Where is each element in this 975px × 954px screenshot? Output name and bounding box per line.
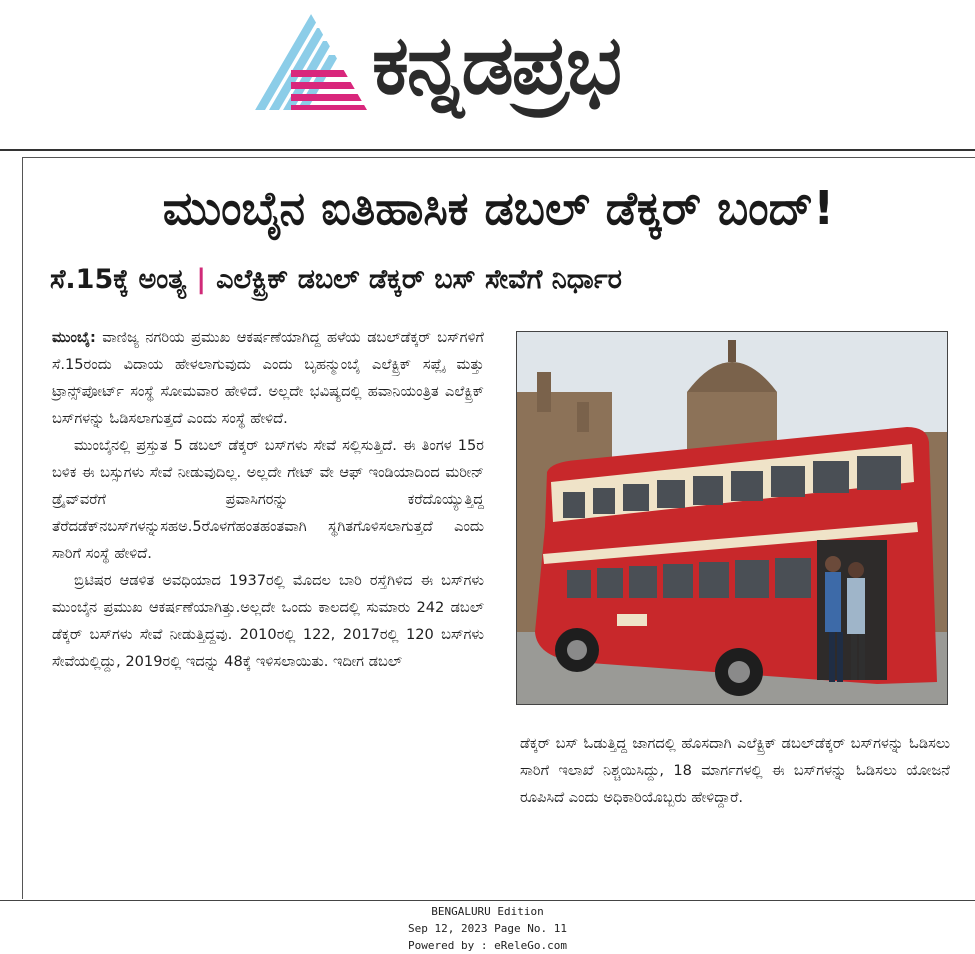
page-footer: [0, 903, 975, 954]
paragraph-2: ಮುಂಬೈನಲ್ಲಿ ಪ್ರಸ್ತುತ 5 ಡಬಲ್ ಡೆಕ್ಕರ್ ಬಸ್‌ಗಳು ಸೇವೆ ಸಲ್ಲಿಸುತ್ತಿದೆ. ಈ ತಿಂಗಳ 15ರ ಬಳಿಕ ಈ ಬಸ್ಸುಗಳು ಸೇವೆ ನೀಡುವುದಿಲ್ಲ. ಅಲ್ಲದೇ ಗೇಟ್ ವೇ ಆಫ್ ಇಂಡಿಯಾದಿಂದ ಮರೀನ್ ಡ್ರೈವ್‌ವರೆಗೆ ಪ್ರವಾಸಿಗರನ್ನು ಕರೆದೊಯ್ಯುತ್ತಿದ್ದ ತೆರೆದಡೆಕ್‌ನಬಸ್‌ಗಳನ್ನುಸಹಅ.5ರೊಳಗೆಹಂತಹಂತವಾಗಿ ಸ್ಥಗಿತಗೊಳಿಸಲಾಗುತ್ತದೆ ಎಂದು ಸಾರಿಗೆ ಸಂಸ್ಥೆ ಹೇಳಿದೆ.: [52, 437, 484, 562]
subhead-left: ಸೆ.15ಕ್ಕೆ ಅಂತ್ಯ: [50, 264, 187, 295]
bus-photo: [516, 331, 948, 705]
paragraph-1: ವಾಣಿಜ್ಯ ನಗರಿಯ ಪ್ರಮುಖ ಆಕರ್ಷಣೆಯಾಗಿದ್ದ ಹಳೆಯ ಡಬಲ್‌ಡೆಕ್ಕರ್ ಬಸ್‌ಗಳಿಗೆ ಸೆ.15ರಂದು ವಿದಾಯ ಹೇಳಲಾಗುವುದು ಎಂದು ಬೃಹನ್ಮುಂಬೈ ಎಲೆಕ್ಟ್ರಿಕ್ ಸಪ್ಲೈ ಮತ್ತು ಟ್ರಾನ್ಸ್‌ಪೋರ್ಟ್ ಸಂಸ್ಥೆ ಸೋಮವಾರ ಹೇಳಿದೆ. ಅಲ್ಲದೇ ಭವಿಷ್ಯದಲ್ಲಿ ಹವಾನಿಯಂತ್ರಿತ ಎಲೆಕ್ಟ್ರಿಕ್ ಬಸ್‌ಗಳನ್ನು ಓಡಿಸಲಾಗುತ್ತದೆ ಎಂದು ಸಂಸ್ಥೆ ಹೇಳಿದೆ.: [52, 329, 484, 427]
masthead-divider: [0, 149, 975, 151]
article-column-left: [52, 324, 484, 675]
date-page-label: Sep 12, 2023 Page No. 11: [408, 922, 567, 935]
subhead-right: ಎಲೆಕ್ಟ್ರಿಕ್ ಡಬಲ್ ಡೆಕ್ಕರ್ ಬಸ್ ಸೇವೆಗೆ ನಿರ್ಧಾರ: [216, 264, 622, 295]
dateline: ಮುಂಬೈ:: [52, 329, 96, 346]
article-column-right: [520, 730, 950, 811]
kannada-prabha-triangle-logo: [255, 14, 367, 112]
double-decker-bus-image: [517, 332, 947, 704]
newspaper-logo-text: ಕನ್ನಡಪ್ರಭ: [372, 18, 620, 113]
subhead-separator: |: [196, 264, 207, 295]
footer-divider: [0, 900, 975, 901]
paragraph-4: ಡೆಕ್ಕರ್ ಬಸ್ ಓಡುತ್ತಿದ್ದ ಜಾಗದಲ್ಲಿ ಹೊಸದಾಗಿ ಎಲೆಕ್ಟ್ರಿಕ್ ಡಬಲ್‌ಡೆಕ್ಕರ್ ಬಸ್‌ಗಳನ್ನು ಓಡಿಸಲು ಸಾರಿಗೆ ಇಲಾಖೆ ನಿಶ್ಚಯಿಸಿದ್ದು, 18 ಮಾರ್ಗಗಳಲ್ಲಿ ಈ ಬಸ್‌ಗಳನ್ನು ಓಡಿಸಲು ಯೋಜನೆ ರೂಪಿಸಿದೆ ಎಂದು ಅಧಿಕಾರಿಯೊಬ್ಬರು ಹೇಳಿದ್ದಾರೆ.: [520, 735, 950, 806]
powered-by-label: Powered by : eReleGo.com: [408, 939, 567, 952]
article-headline: ಮುಂಬೈನ ಐತಿಹಾಸಿಕ ಡಬಲ್ ಡೆಕ್ಕರ್ ಬಂದ್!: [162, 181, 835, 235]
masthead: [0, 0, 975, 150]
edition-label: BENGALURU Edition: [431, 905, 544, 918]
article-subhead: [50, 258, 960, 302]
paragraph-3: ಬ್ರಿಟಿಷರ ಆಡಳಿತ ಅವಧಿಯಾದ 1937ರಲ್ಲಿ ಮೊದಲ ಬಾರಿ ರಸ್ತೆಗಿಳಿದ ಈ ಬಸ್‌ಗಳು ಮುಂಬೈನ ಪ್ರಮುಖ ಆಕರ್ಷಣೆಯಾಗಿತ್ತು.ಅಲ್ಲದೇ ಒಂದು ಕಾಲದಲ್ಲಿ ಸುಮಾರು 242 ಡಬಲ್ ಡೆಕ್ಕರ್ ಬಸ್‌ಗಳು ಸೇವೆ ನೀಡುತ್ತಿದ್ದವು. 2010ರಲ್ಲಿ 122, 2017ರಲ್ಲಿ 120 ಬಸ್‌ಗಳು ಸೇವೆಯಲ್ಲಿದ್ದು, 2019ರಲ್ಲಿ ಇದನ್ನು 48ಕ್ಕೆ ಇಳಿಸಲಾಯಿತು. ಇದೀಗ ಡಬಲ್: [52, 572, 484, 670]
